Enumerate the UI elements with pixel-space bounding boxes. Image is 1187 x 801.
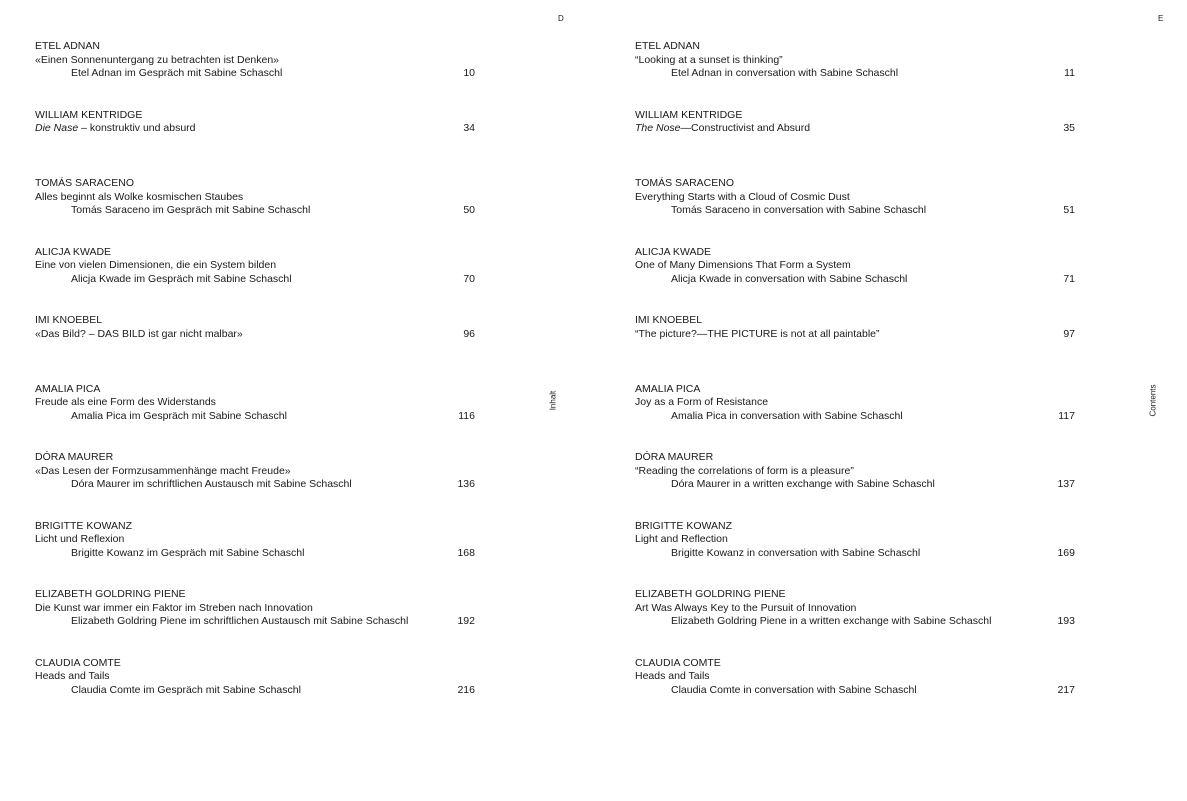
artist-name: ALICJA KWADE [35, 245, 112, 258]
entry-subtitle: Brigitte Kowanz in conversation with Sabine Schaschl [671, 546, 921, 559]
entry-subtitle: Dóra Maurer in a written exchange with Sabine Schaschl [671, 478, 935, 491]
page-left-german [0, 0, 593, 801]
entry-title: “The picture?—THE PICTURE is not at all paintable” [635, 327, 880, 340]
artist-name: IMI KNOEBEL [635, 314, 703, 326]
toc-entry[interactable] [635, 109, 1075, 178]
page-number: 192 [457, 615, 475, 628]
entry-subtitle: Elizabeth Goldring Piene im schriftlichen Austausch mit Sabine Schaschl [71, 615, 409, 628]
toc-list [635, 40, 1075, 725]
entry-title: Licht und Reflexion [35, 533, 125, 546]
toc-entry[interactable] [35, 246, 475, 315]
artist-name: ETEL ADNAN [635, 40, 700, 52]
entry-title-italic: Die Nase [35, 122, 79, 135]
page-number: 169 [1057, 546, 1075, 559]
toc-entry[interactable] [635, 314, 1075, 383]
page-number: 51 [1063, 204, 1075, 217]
toc-entry[interactable] [635, 657, 1075, 726]
artist-name: ALICJA KWADE [635, 245, 712, 258]
page-number: 50 [463, 204, 475, 217]
entry-subtitle: Alicja Kwade in conversation with Sabine Schaschl [671, 272, 908, 285]
entry-title: Heads and Tails [35, 670, 110, 683]
artist-name: WILLIAM KENTRIDGE [635, 108, 743, 121]
artist-name: ELIZABETH GOLDRING PIENE [635, 588, 786, 600]
page-number: 34 [463, 122, 475, 135]
artist-name: IMI KNOEBEL [35, 314, 103, 326]
entry-title: Heads and Tails [635, 670, 710, 683]
page-number: 116 [458, 409, 475, 422]
entry-title: Freude als eine Form des Widerstands [35, 396, 216, 409]
entry-title [35, 122, 475, 136]
toc-entry[interactable] [635, 520, 1075, 589]
entry-title-rest: —Constructivist and Absurd [680, 122, 811, 135]
artist-name: WILLIAM KENTRIDGE [35, 108, 143, 121]
page-number: 136 [457, 478, 475, 491]
toc-entry[interactable] [635, 588, 1075, 657]
artist-name: CLAUDIA COMTE [35, 656, 121, 669]
toc-entry[interactable] [35, 383, 475, 452]
toc-entry[interactable] [635, 383, 1075, 452]
entry-title: Light and Reflection [635, 533, 728, 546]
entry-title: «Das Bild? – DAS BILD ist gar nicht malbar» [35, 327, 243, 340]
entry-subtitle: Elizabeth Goldring Piene in a written exchange with Sabine Schaschl [671, 615, 992, 628]
toc-entry[interactable] [35, 520, 475, 589]
entry-subtitle: Brigitte Kowanz im Gespräch mit Sabine Schaschl [71, 546, 305, 559]
artist-name: AMALIA PICA [635, 382, 701, 395]
page-number: 96 [463, 327, 475, 340]
page-number: 168 [457, 546, 475, 559]
entry-title: “Reading the correlations of form is a pleasure” [635, 464, 854, 477]
toc-entry[interactable] [635, 246, 1075, 315]
entry-subtitle: Tomás Saraceno im Gespräch mit Sabine Schaschl [71, 204, 311, 217]
page-right-english [600, 0, 1187, 801]
artist-name: TOMÁS SARACENO [35, 177, 134, 189]
entry-subtitle: Etel Adnan in conversation with Sabine Schaschl [671, 67, 899, 80]
page-number: 11 [1064, 67, 1075, 80]
toc-entry[interactable] [35, 177, 475, 246]
page-number: 193 [1057, 615, 1075, 628]
entry-title-rest: – konstruktiv und absurd [78, 122, 196, 135]
language-marker: E [1158, 14, 1164, 23]
entry-subtitle: Amalia Pica in conversation with Sabine Schaschl [671, 409, 903, 422]
page-number: 217 [1057, 683, 1075, 696]
entry-title: Die Kunst war immer ein Faktor im Streben nach Innovation [35, 601, 313, 614]
page-number: 10 [463, 67, 475, 80]
artist-name: BRIGITTE KOWANZ [635, 519, 733, 532]
page-number: 35 [1063, 122, 1075, 135]
entry-title: «Das Lesen der Formzusammenhänge macht Freude» [35, 464, 291, 477]
artist-name: AMALIA PICA [35, 382, 101, 395]
page-number: 97 [1063, 327, 1075, 340]
artist-name: DÓRA MAURER [35, 451, 114, 463]
entry-subtitle: Tomás Saraceno in conversation with Sabine Schaschl [671, 204, 927, 217]
entry-title: One of Many Dimensions That Form a System [635, 259, 851, 272]
toc-list [35, 40, 475, 725]
toc-entry[interactable] [35, 314, 475, 383]
toc-entry[interactable] [35, 588, 475, 657]
entry-title: Everything Starts with a Cloud of Cosmic Dust [635, 190, 850, 203]
artist-name: BRIGITTE KOWANZ [35, 519, 133, 532]
entry-title: «Einen Sonnenuntergang zu betrachten ist Denken» [35, 53, 280, 66]
artist-name: ETEL ADNAN [35, 40, 100, 52]
artist-name: DÓRA MAURER [635, 451, 714, 463]
entry-subtitle: Claudia Comte in conversation with Sabine Schaschl [671, 683, 917, 696]
language-marker: D [558, 14, 565, 23]
entry-title-italic: The Nose [635, 122, 681, 135]
artist-name: ELIZABETH GOLDRING PIENE [35, 588, 186, 600]
entry-subtitle: Claudia Comte im Gespräch mit Sabine Schaschl [71, 683, 301, 696]
artist-name: CLAUDIA COMTE [635, 656, 721, 669]
side-label: Contents [1148, 384, 1158, 417]
entry-subtitle: Alicja Kwade im Gespräch mit Sabine Schaschl [71, 272, 292, 285]
entry-title [635, 122, 1075, 136]
toc-entry[interactable] [35, 109, 475, 178]
entry-subtitle: Amalia Pica im Gespräch mit Sabine Schaschl [71, 409, 287, 422]
entry-title: Eine von vielen Dimensionen, die ein System bilden [35, 259, 277, 272]
entry-title: Art Was Always Key to the Pursuit of Innovation [635, 601, 857, 614]
toc-entry[interactable] [635, 451, 1075, 520]
entry-title: Joy as a Form of Resistance [635, 396, 769, 409]
toc-entry[interactable] [635, 40, 1075, 109]
entry-subtitle: Etel Adnan im Gespräch mit Sabine Schaschl [71, 67, 283, 80]
page-number: 70 [463, 272, 475, 285]
entry-title: Alles beginnt als Wolke kosmischen Staubes [35, 190, 244, 203]
entry-subtitle: Dóra Maurer im schriftlichen Austausch mit Sabine Schaschl [71, 478, 352, 491]
page-number: 117 [1058, 409, 1075, 422]
page-number: 71 [1063, 272, 1075, 285]
toc-entry[interactable] [35, 40, 475, 109]
entry-title: “Looking at a sunset is thinking” [635, 53, 783, 66]
toc-entry[interactable] [635, 177, 1075, 246]
artist-name: TOMÁS SARACENO [635, 177, 734, 189]
page-number: 216 [457, 683, 475, 696]
toc-entry[interactable] [35, 657, 475, 726]
toc-entry[interactable] [35, 451, 475, 520]
page-number: 137 [1057, 478, 1075, 491]
side-label: Inhalt [548, 390, 558, 411]
